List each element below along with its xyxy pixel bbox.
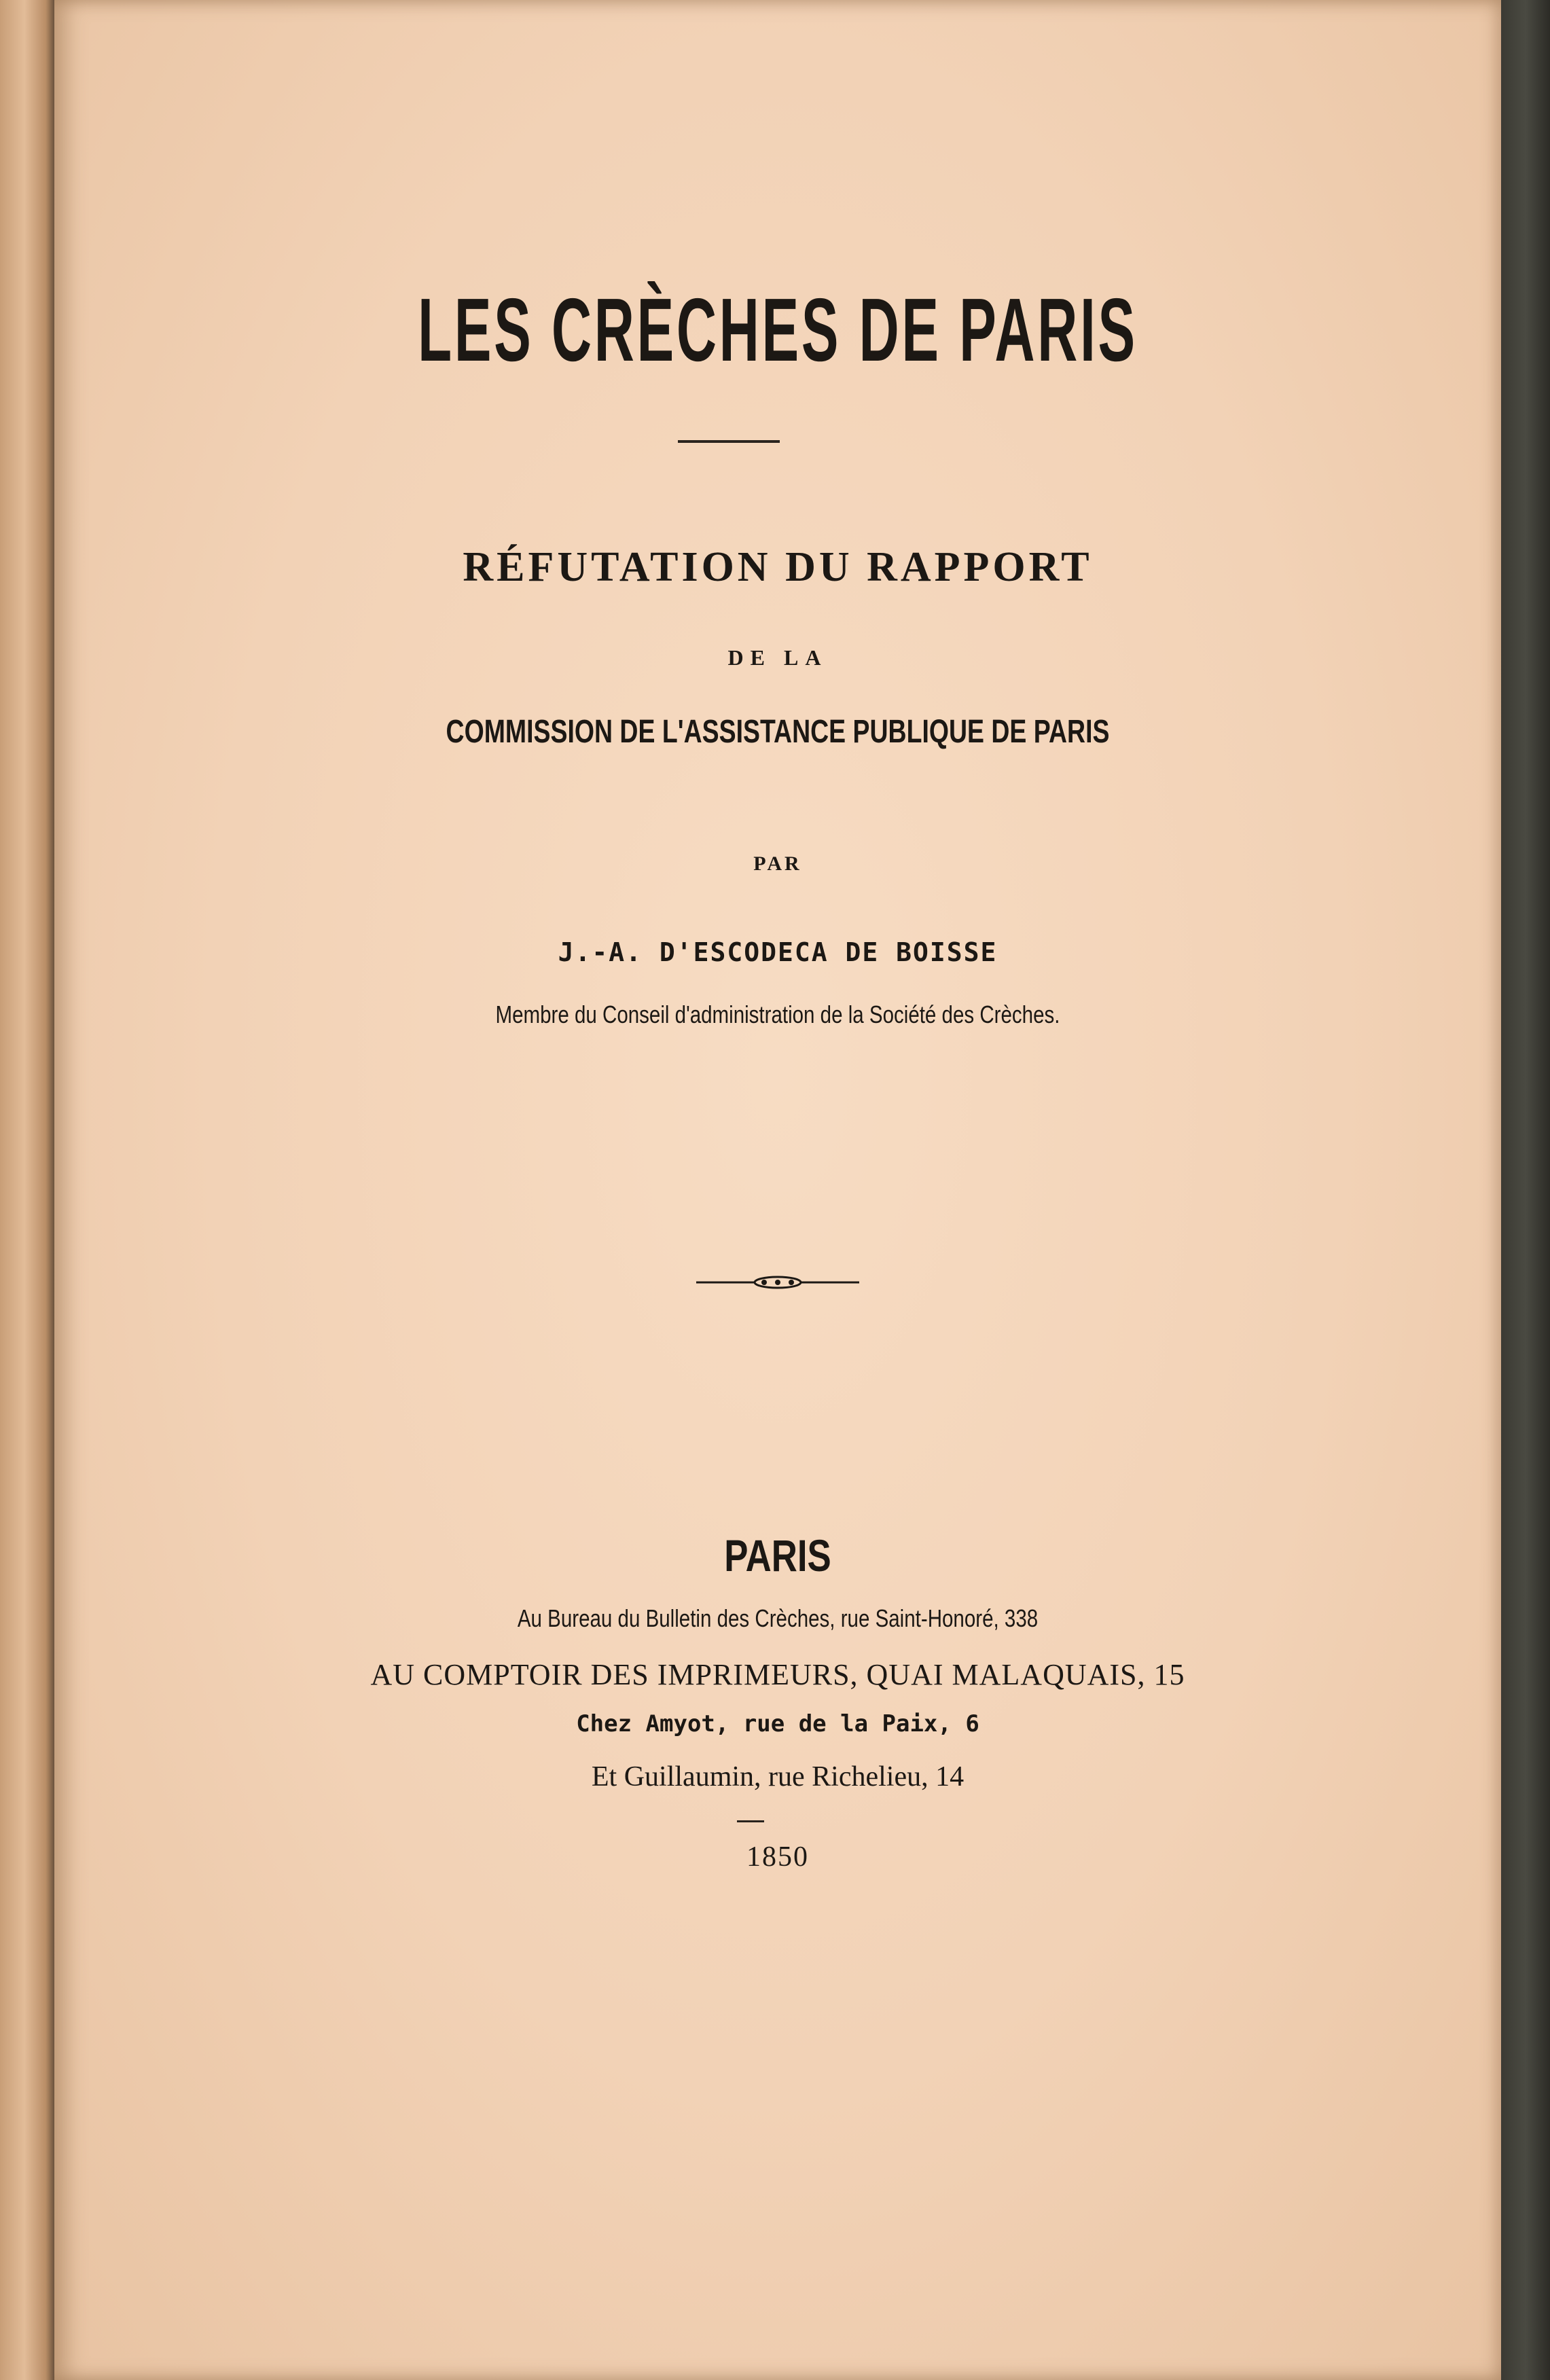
subtitle-connector: DE LA (727, 645, 828, 670)
by-label: PAR (753, 852, 802, 875)
ornament-divider (696, 1269, 859, 1296)
title-page (54, 0, 1501, 2380)
author-affiliation: Membre du Conseil d'administration de la Société des Crèches. (495, 1000, 1060, 1028)
imprint-city: PARIS (724, 1530, 831, 1581)
imprint-line-amyot: Chez Amyot, rue de la Paix, 6 (576, 1710, 979, 1737)
commission-name: COMMISSION DE L'ASSISTANCE PUBLIQUE DE PARIS (446, 714, 1110, 750)
publication-year: 1850 (746, 1841, 809, 1873)
year-rule (737, 1820, 764, 1822)
imprint-line-guillaumin: Et Guillaumin, rue Richelieu, 14 (591, 1761, 965, 1792)
imprint-line-comptoir: AU COMPTOIR DES IMPRIMEURS, QUAI MALAQUAIS, 15 (370, 1658, 1185, 1691)
book-subtitle: RÉFUTATION DU RAPPORT (463, 544, 1093, 590)
cover-edge (1501, 0, 1550, 2380)
book-binding-edge (0, 0, 61, 2380)
book-title: LES CRÈCHES DE PARIS (418, 280, 1138, 380)
author-name: J.-A. D'ESCODECA DE BOISSE (558, 937, 998, 967)
imprint-line-bulletin: Au Bureau du Bulletin des Crèches, rue Saint-Honoré, 338 (517, 1604, 1039, 1632)
title-rule (678, 440, 780, 443)
